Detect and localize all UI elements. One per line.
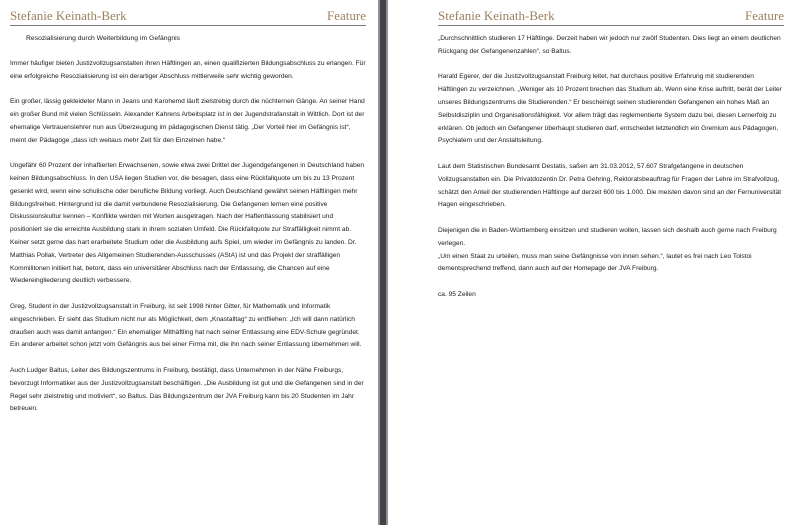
body-text — [438, 33, 784, 315]
paragraph: Diejenigen die in Baden-Württemberg einsitzen und studieren wollen, lassen sich deshalb auch gerne nach Freiburg verlegen. — [438, 226, 777, 247]
line-count: ca. 95 Zeilen — [438, 290, 476, 298]
document-page-left — [0, 0, 378, 525]
paragraph: Immer häufiger bieten Justizvollzugsanstalten ihren Häftlingen an, einen qualifizierten Bildungsabschluss zu erlangen. Für eine erfolgreiche Resozialisierung ist ein derartiger Abschluss mittlerweile sehr wichtig geworden. — [10, 59, 366, 80]
header-section: Feature — [745, 8, 784, 23]
paragraph: Auch Ludger Baltus, Leiter des Bildungszentrums in Freiburg, bestätigt, dass Unternehmen in der Nähe Freiburgs, bevorzugt Informatiker aus der Justizvollzugsanstalt beschäftigen. „Die Ausbildung ist gut und die Gefangenen sind in der Regel sehr zielstrebig und motiviert“, so Baltus. Das Bildungszentrum der JVA Freiburg kann bis 20 Studenten im Jahr betreuen. — [10, 366, 364, 413]
paragraph: Laut dem Statistischen Bundesamt Destatis, saßen am 31.03.2012, 57.607 Strafgefangene in deutschen Vollzugsanstalten ein. Die Privatdozentin Dr. Petra Gehring, Rektoratsbeauftrag für Fragen der Lehre im Strafvollzug, schätzt den Anteil der studierenden Häftlinge auf derzeit 600 bis 1.000. Die meisten davon sind an der Fernuniversität Hagen eingeschrieben. — [438, 162, 782, 209]
page-header — [438, 7, 784, 26]
header-author: Stefanie Keinath-Berk — [438, 8, 555, 23]
paragraph: „Durchschnittlich studieren 17 Häftlinge. Derzeit haben wir jedoch nur zwölf Studenten. Dies liegt an einem deutlichen Rückgang der Gefangenenzahlen“, so Baltus. — [438, 35, 781, 55]
header-section: Feature — [327, 8, 366, 23]
paragraph: Greg, Student in der Justizvollzugsanstalt in Freiburg, ist seit 1998 hinter Gitter, für Mathematik und Informatik eingeschrieben. Er sieht das Studium nicht nur als Möglichkeit, dem „Knastalltag“ zu entfliehen: „Ich will dann natürlich draußen auch was damit anfangen.“ Ein ehemaliger Mithäftling hat nach seiner Entlassung eine EDV-Schule gegründet. Ein anderer arbeitet schon jetzt vom Gefängnis aus bei einer Firma mit, die ihn nach seiner Entlassung übernehmen will. — [10, 302, 362, 349]
paragraph: Harald Egerer, der die Justizvollzugsanstalt Freiburg leitet, hat durchaus positive Erfahrung mit studierenden Häftlingen zu verzeichnen. „Weniger als 10 Prozent brechen das Studium ab. Wenn eine Krise auftritt, berät der Leiter unseres Bildungszentrums die Studierenden.“ Er bescheinigt seinen studierenden Gefangenen ein hohes Maß an Selbstdisziplin und Organisationsfähigkeit. Vor allem trägt das reglementierte System dazu bei, diesen Lernerfolg zu erklären. Ob jedoch ein Gefangener überhaupt studieren darf, entscheidet letztendlich ein Gremium aus Pädagogen, Psychiatern und der Anstaltsleitung. — [438, 73, 782, 145]
article-title: Resozialisierung durch Weiterbildung im Gefängnis — [26, 35, 181, 42]
paragraph: „Um einen Staat zu urteilen, muss man seine Gefängnisse von innen sehen.“, lautet es frei nach Leo Tolstoi dementsprechend treffend, dann auch auf der Homepage der JVA Freiburg. — [438, 252, 752, 273]
page-header — [10, 7, 366, 26]
paragraph: Ein großer, lässig gekleideter Mann in Jeans und Karohemd läuft zielstrebig durch die nüchternen Gänge. An seiner Hand ein großer Bund mit vielen Schlüsseln. Alexander Kahrens Arbeitsplatz ist in der Jugendstrafanstalt in Wittlich. Dort ist der ehemalige Vertrauenslehrer nun aus Überzeugung im pädagogischen Dienst tätig. „Der Vorteil hier im Gefängnis ist“, meint der Pädagoge „dass ich weitaus mehr Zeit für den Einzelnen habe.“ — [10, 98, 365, 144]
body-text — [10, 33, 366, 429]
paragraph: Ungefähr 60 Prozent der inhaftierten Erwachsenen, sowie etwa zwei Drittel der Jugendgefangenen in Deutschland haben keinen Bildungsabschluss. In den USA liegen Studien vor, die besagen, dass eine Rückfallquote um bis zu 13 Prozent gesenkt wird, wenn eine schulische oder berufliche Bildung vorliegt. Auch Deutschland gewährt seinen Häftlingen mehr Bildungsfreiheit. Hintergrund ist die damit verbundene Resozialisierung. Die Gefangenen lernen eine positive Diskussionskultur kennen – Konflikte werden mit Worten ausgetragen. Nach der Haftentlassung stabilisiert und positioniert sie die erreichte Ausbildung stark in ihrem sozialen Umfeld. Die Rückfallquote zur Straffälligkeit nimmt ab. Keiner setzt gerne das hart erarbeitete Studium oder die Ausbildung aufs Spiel, um wieder im Gefängnis zu landen. Dr. Matthias Pollak, Vertreter des Allgemeinen Studierenden-Ausschusses (AStA) ist und das Projekt der straffälligen Kommilitonen initiiert hat, betont, dass ein universitärer Abschluss nach der Entlassung, die Chancen auf eine Wiedereingliederung deutlich verbessere. — [10, 162, 365, 285]
header-author: Stefanie Keinath-Berk — [10, 8, 127, 23]
page-separator — [380, 0, 386, 525]
document-page-right — [388, 0, 800, 525]
